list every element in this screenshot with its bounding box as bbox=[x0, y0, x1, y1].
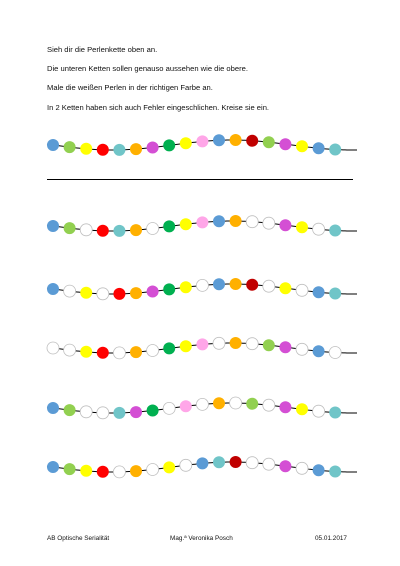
bead bbox=[329, 225, 341, 237]
bead bbox=[80, 287, 92, 299]
bead bbox=[230, 278, 242, 290]
blank-bead[interactable] bbox=[47, 342, 59, 354]
bead bbox=[246, 398, 258, 410]
task-chain-5 bbox=[47, 456, 357, 478]
blank-bead[interactable] bbox=[296, 462, 308, 474]
bead bbox=[313, 142, 325, 154]
footer-date: 05.01.2017 bbox=[315, 535, 347, 542]
bead bbox=[64, 141, 76, 153]
bead bbox=[97, 225, 109, 237]
bead bbox=[180, 218, 192, 230]
bead bbox=[246, 279, 258, 291]
bead bbox=[213, 456, 225, 468]
bead bbox=[213, 278, 225, 290]
blank-bead[interactable] bbox=[329, 347, 341, 359]
bead bbox=[97, 144, 109, 156]
bead bbox=[130, 465, 142, 477]
blank-bead[interactable] bbox=[147, 464, 159, 476]
bead bbox=[329, 407, 341, 419]
bead bbox=[64, 463, 76, 475]
bead bbox=[296, 403, 308, 415]
instruction-line-4: In 2 Ketten haben sich auch Fehler eingeschlichen. Kreise sie ein. bbox=[47, 102, 270, 112]
blank-bead[interactable] bbox=[80, 406, 92, 418]
blank-bead[interactable] bbox=[263, 458, 275, 470]
bead bbox=[313, 286, 325, 298]
model-chain bbox=[47, 134, 357, 156]
bead bbox=[196, 135, 208, 147]
bead bbox=[80, 465, 92, 477]
instruction-line-2: Die unteren Ketten sollen genauso aussehen wie die obere. bbox=[47, 64, 248, 74]
bead bbox=[329, 144, 341, 156]
bead bbox=[213, 215, 225, 227]
footer-author: Mag.ª Veronika Posch bbox=[170, 535, 233, 542]
blank-bead[interactable] bbox=[263, 399, 275, 411]
blank-bead[interactable] bbox=[113, 347, 125, 359]
bead bbox=[263, 136, 275, 148]
task-chain-4 bbox=[47, 397, 357, 419]
bead bbox=[313, 464, 325, 476]
bead bbox=[163, 139, 175, 151]
task-chain-1 bbox=[47, 215, 357, 237]
blank-bead[interactable] bbox=[196, 279, 208, 291]
bead bbox=[279, 401, 291, 413]
bead bbox=[296, 221, 308, 233]
bead bbox=[113, 144, 125, 156]
bead bbox=[47, 402, 59, 414]
bead bbox=[47, 139, 59, 151]
blank-bead[interactable] bbox=[80, 224, 92, 236]
bead bbox=[113, 407, 125, 419]
blank-bead[interactable] bbox=[263, 280, 275, 292]
blank-bead[interactable] bbox=[263, 217, 275, 229]
bead bbox=[296, 140, 308, 152]
bead bbox=[97, 466, 109, 478]
bead bbox=[213, 397, 225, 409]
bead bbox=[180, 340, 192, 352]
bead bbox=[64, 222, 76, 234]
bead bbox=[180, 281, 192, 293]
bead bbox=[130, 287, 142, 299]
bead bbox=[163, 220, 175, 232]
bead bbox=[180, 137, 192, 149]
bead bbox=[230, 134, 242, 146]
blank-bead[interactable] bbox=[296, 343, 308, 355]
bead bbox=[130, 224, 142, 236]
blank-bead[interactable] bbox=[230, 397, 242, 409]
blank-bead[interactable] bbox=[313, 405, 325, 417]
bead bbox=[196, 216, 208, 228]
blank-bead[interactable] bbox=[64, 285, 76, 297]
blank-bead[interactable] bbox=[246, 457, 258, 469]
bead bbox=[147, 286, 159, 298]
bead bbox=[113, 288, 125, 300]
blank-bead[interactable] bbox=[113, 466, 125, 478]
bead bbox=[279, 460, 291, 472]
bead bbox=[279, 341, 291, 353]
bead bbox=[329, 466, 341, 478]
task-chain-3 bbox=[47, 337, 357, 359]
bead bbox=[64, 404, 76, 416]
bead bbox=[230, 337, 242, 349]
bead bbox=[80, 346, 92, 358]
blank-bead[interactable] bbox=[64, 344, 76, 356]
bead bbox=[279, 219, 291, 231]
bead bbox=[279, 282, 291, 294]
bead bbox=[230, 215, 242, 227]
bead bbox=[113, 225, 125, 237]
bead bbox=[230, 456, 242, 468]
bead bbox=[130, 406, 142, 418]
blank-bead[interactable] bbox=[163, 402, 175, 414]
blank-bead[interactable] bbox=[296, 284, 308, 296]
blank-bead[interactable] bbox=[246, 338, 258, 350]
bead bbox=[313, 345, 325, 357]
bead bbox=[47, 220, 59, 232]
bead bbox=[246, 135, 258, 147]
bead bbox=[263, 339, 275, 351]
footer-title: AB Optische Serialität bbox=[47, 535, 110, 542]
bead bbox=[47, 283, 59, 295]
bead bbox=[196, 338, 208, 350]
bead bbox=[196, 457, 208, 469]
blank-bead[interactable] bbox=[213, 337, 225, 349]
blank-bead[interactable] bbox=[147, 345, 159, 357]
blank-bead[interactable] bbox=[147, 223, 159, 235]
blank-bead[interactable] bbox=[246, 216, 258, 228]
task-chain-2 bbox=[47, 278, 357, 300]
bead bbox=[97, 347, 109, 359]
instruction-line-1: Sieh dir die Perlenkette oben an. bbox=[47, 45, 158, 54]
bead bbox=[163, 342, 175, 354]
bead bbox=[163, 461, 175, 473]
bead bbox=[47, 461, 59, 473]
bead bbox=[147, 142, 159, 154]
bead bbox=[329, 288, 341, 300]
bead bbox=[213, 134, 225, 146]
blank-bead[interactable] bbox=[97, 407, 109, 419]
bead bbox=[147, 405, 159, 417]
bead bbox=[130, 143, 142, 155]
blank-bead[interactable] bbox=[313, 223, 325, 235]
bead bbox=[163, 283, 175, 295]
blank-bead[interactable] bbox=[97, 288, 109, 300]
bead bbox=[279, 138, 291, 150]
bead bbox=[180, 400, 192, 412]
bead bbox=[130, 346, 142, 358]
bead bbox=[80, 143, 92, 155]
blank-bead[interactable] bbox=[196, 398, 208, 410]
blank-bead[interactable] bbox=[180, 459, 192, 471]
instruction-line-3: Male die weißen Perlen in der richtigen Farbe an. bbox=[47, 83, 213, 93]
